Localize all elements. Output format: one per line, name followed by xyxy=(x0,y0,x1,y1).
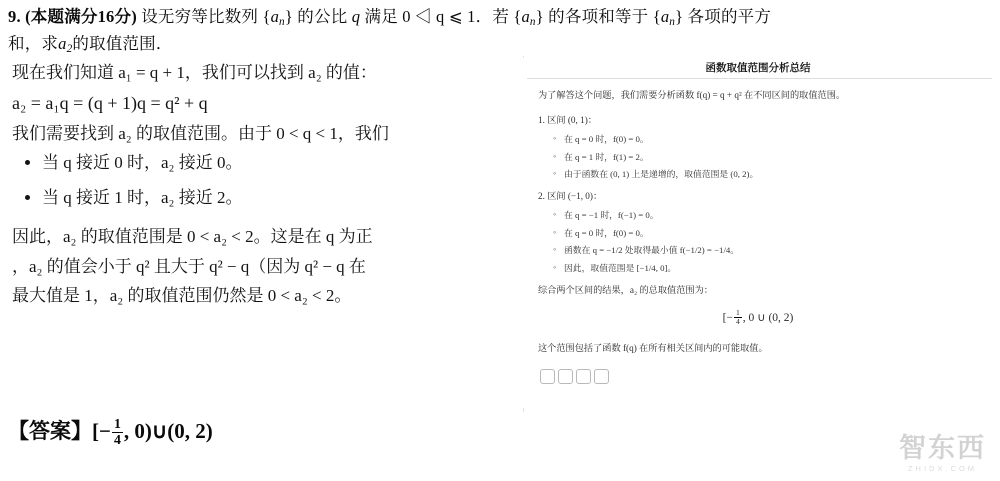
problem-var-a: a xyxy=(270,7,280,26)
problem-text-d: } 的各项和等于 { xyxy=(535,7,661,26)
final-answer xyxy=(8,415,213,448)
ai-section-2-list xyxy=(550,208,978,276)
problem-line-2 xyxy=(8,31,992,58)
list-item: ◦ 在 q = 1 时，f(1) = 2。 xyxy=(564,150,978,165)
list-item: • 当 q 接近 1 时，a₂ 接近 2。 xyxy=(42,185,522,211)
ai-analysis-panel xyxy=(523,56,992,412)
problem-line-1 xyxy=(8,4,992,31)
thumbs-down-icon[interactable] xyxy=(594,369,609,384)
solution-column xyxy=(12,60,522,313)
problem-var-q: q xyxy=(351,7,361,26)
problem-text-e: } 各项的平方 xyxy=(675,7,772,26)
thumbs-up-icon[interactable] xyxy=(576,369,591,384)
problem-text-c: 满足 0 ◁ q ⩽ 1．若 { xyxy=(364,7,522,26)
watermark-logo: 智东西 xyxy=(899,433,986,463)
problem-line2-var: a xyxy=(58,34,67,54)
solution-conclusion-1: 因此，a₂ 的取值范围是 0 < a₂ < 2。这是在 q 为正 xyxy=(12,227,373,246)
problem-var-a2-sub: n xyxy=(529,16,536,29)
fraction-denominator: 4 xyxy=(113,431,121,447)
problem-score: (本题满分16分) xyxy=(25,7,137,26)
problem-var-a-sub: n xyxy=(279,16,285,29)
final-answer-label: 【答案】 xyxy=(8,419,92,443)
ai-result-post: , 0 ∪ (0, 2) xyxy=(742,312,794,325)
final-answer-post: , 0)∪(0, 2) xyxy=(123,419,213,443)
problem-line2-sub: 2 xyxy=(66,43,73,56)
list-item: ◦ 由于函数在 (0, 1) 上是递增的，取值范围是 (0, 2)。 xyxy=(564,167,978,182)
copy-icon[interactable] xyxy=(540,369,555,384)
problem-var-a3-sub: n xyxy=(669,16,676,29)
solution-conclusion-3: 最大值是 1，a₂ 的取值范围仍然是 0 < a₂ < 2。 xyxy=(12,286,352,305)
problem-line2-post: 的取值范围． xyxy=(72,34,173,54)
ai-result-bracket-open: [ xyxy=(722,312,727,325)
fraction-numerator: 1 xyxy=(735,308,740,317)
ai-summary: 综合两个区间的结果，a₂ 的总取值范围为： xyxy=(538,285,713,296)
problem-var-a3: a xyxy=(660,7,670,26)
ai-result-equation xyxy=(538,308,978,328)
solution-conclusion-2: ，a₂ 的值会小于 q² 且大于 q² − q（因为 q² − q 在 xyxy=(12,256,366,276)
fraction-denominator: 4 xyxy=(735,316,740,326)
ai-result-fraction xyxy=(734,309,742,326)
refresh-icon[interactable] xyxy=(558,369,573,384)
ai-result-pre: − xyxy=(726,312,733,325)
problem-text-b: } 的公比 xyxy=(284,7,348,26)
solution-bullets xyxy=(12,150,522,210)
list-item: ◦ 因此，取值范围是 [−1/4, 0]。 xyxy=(564,261,978,276)
problem-line2-pre: 和，求 xyxy=(8,34,59,54)
fraction-numerator: 1 xyxy=(113,416,121,432)
watermark xyxy=(899,435,986,473)
list-item: ◦ 在 q = −1 时，f(−1) = 0。 xyxy=(564,208,978,223)
ai-panel-title: 函数取值范围分析总结 xyxy=(524,56,992,79)
problem-text-a: 设无穷等比数列 { xyxy=(141,7,271,26)
final-answer-fraction xyxy=(112,417,123,447)
list-item: • 当 q 接近 0 时，a₂ 接近 0。 xyxy=(42,150,522,176)
ai-action-toolbar[interactable] xyxy=(524,365,992,386)
watermark-subtext: ZHIDX.COM xyxy=(907,464,978,473)
list-item: ◦ 在 q = 0 时，f(0) = 0。 xyxy=(564,226,978,241)
ai-section-2-heading: 2. 区间 (−1, 0)： xyxy=(538,191,603,202)
list-item: ◦ 函数在 q = −1/2 处取得最小值 f(−1/2) = −1/4。 xyxy=(564,243,978,258)
solution-intro: 现在我们知道 a₁ = q + 1，我们可以找到 a₂ 的值： xyxy=(12,63,377,82)
ai-section-1-list xyxy=(550,132,978,182)
problem-number: 9. xyxy=(8,7,21,26)
ai-closing: 这个范围包括了函数 f(q) 在所有相关区间内的可能取值。 xyxy=(538,343,768,354)
final-answer-pre: [− xyxy=(92,419,111,443)
ai-section-1-heading: 1. 区间 (0, 1)： xyxy=(538,115,597,126)
ai-panel-body xyxy=(524,79,992,356)
problem-var-a2: a xyxy=(521,7,530,26)
solution-equation: a₂ = a₁q = (q + 1)q = q² + q xyxy=(12,92,208,113)
list-item: ◦ 在 q = 0 时，f(0) = 0。 xyxy=(564,132,978,147)
problem-statement xyxy=(8,4,992,59)
ai-intro: 为了解答这个问题，我们需要分析函数 f(q) = q + q² 在不同区间的取值范围。 xyxy=(538,90,846,100)
solution-need-line: 我们需要找到 a₂ 的取值范围。由于 0 < q < 1，我们 xyxy=(12,123,389,143)
